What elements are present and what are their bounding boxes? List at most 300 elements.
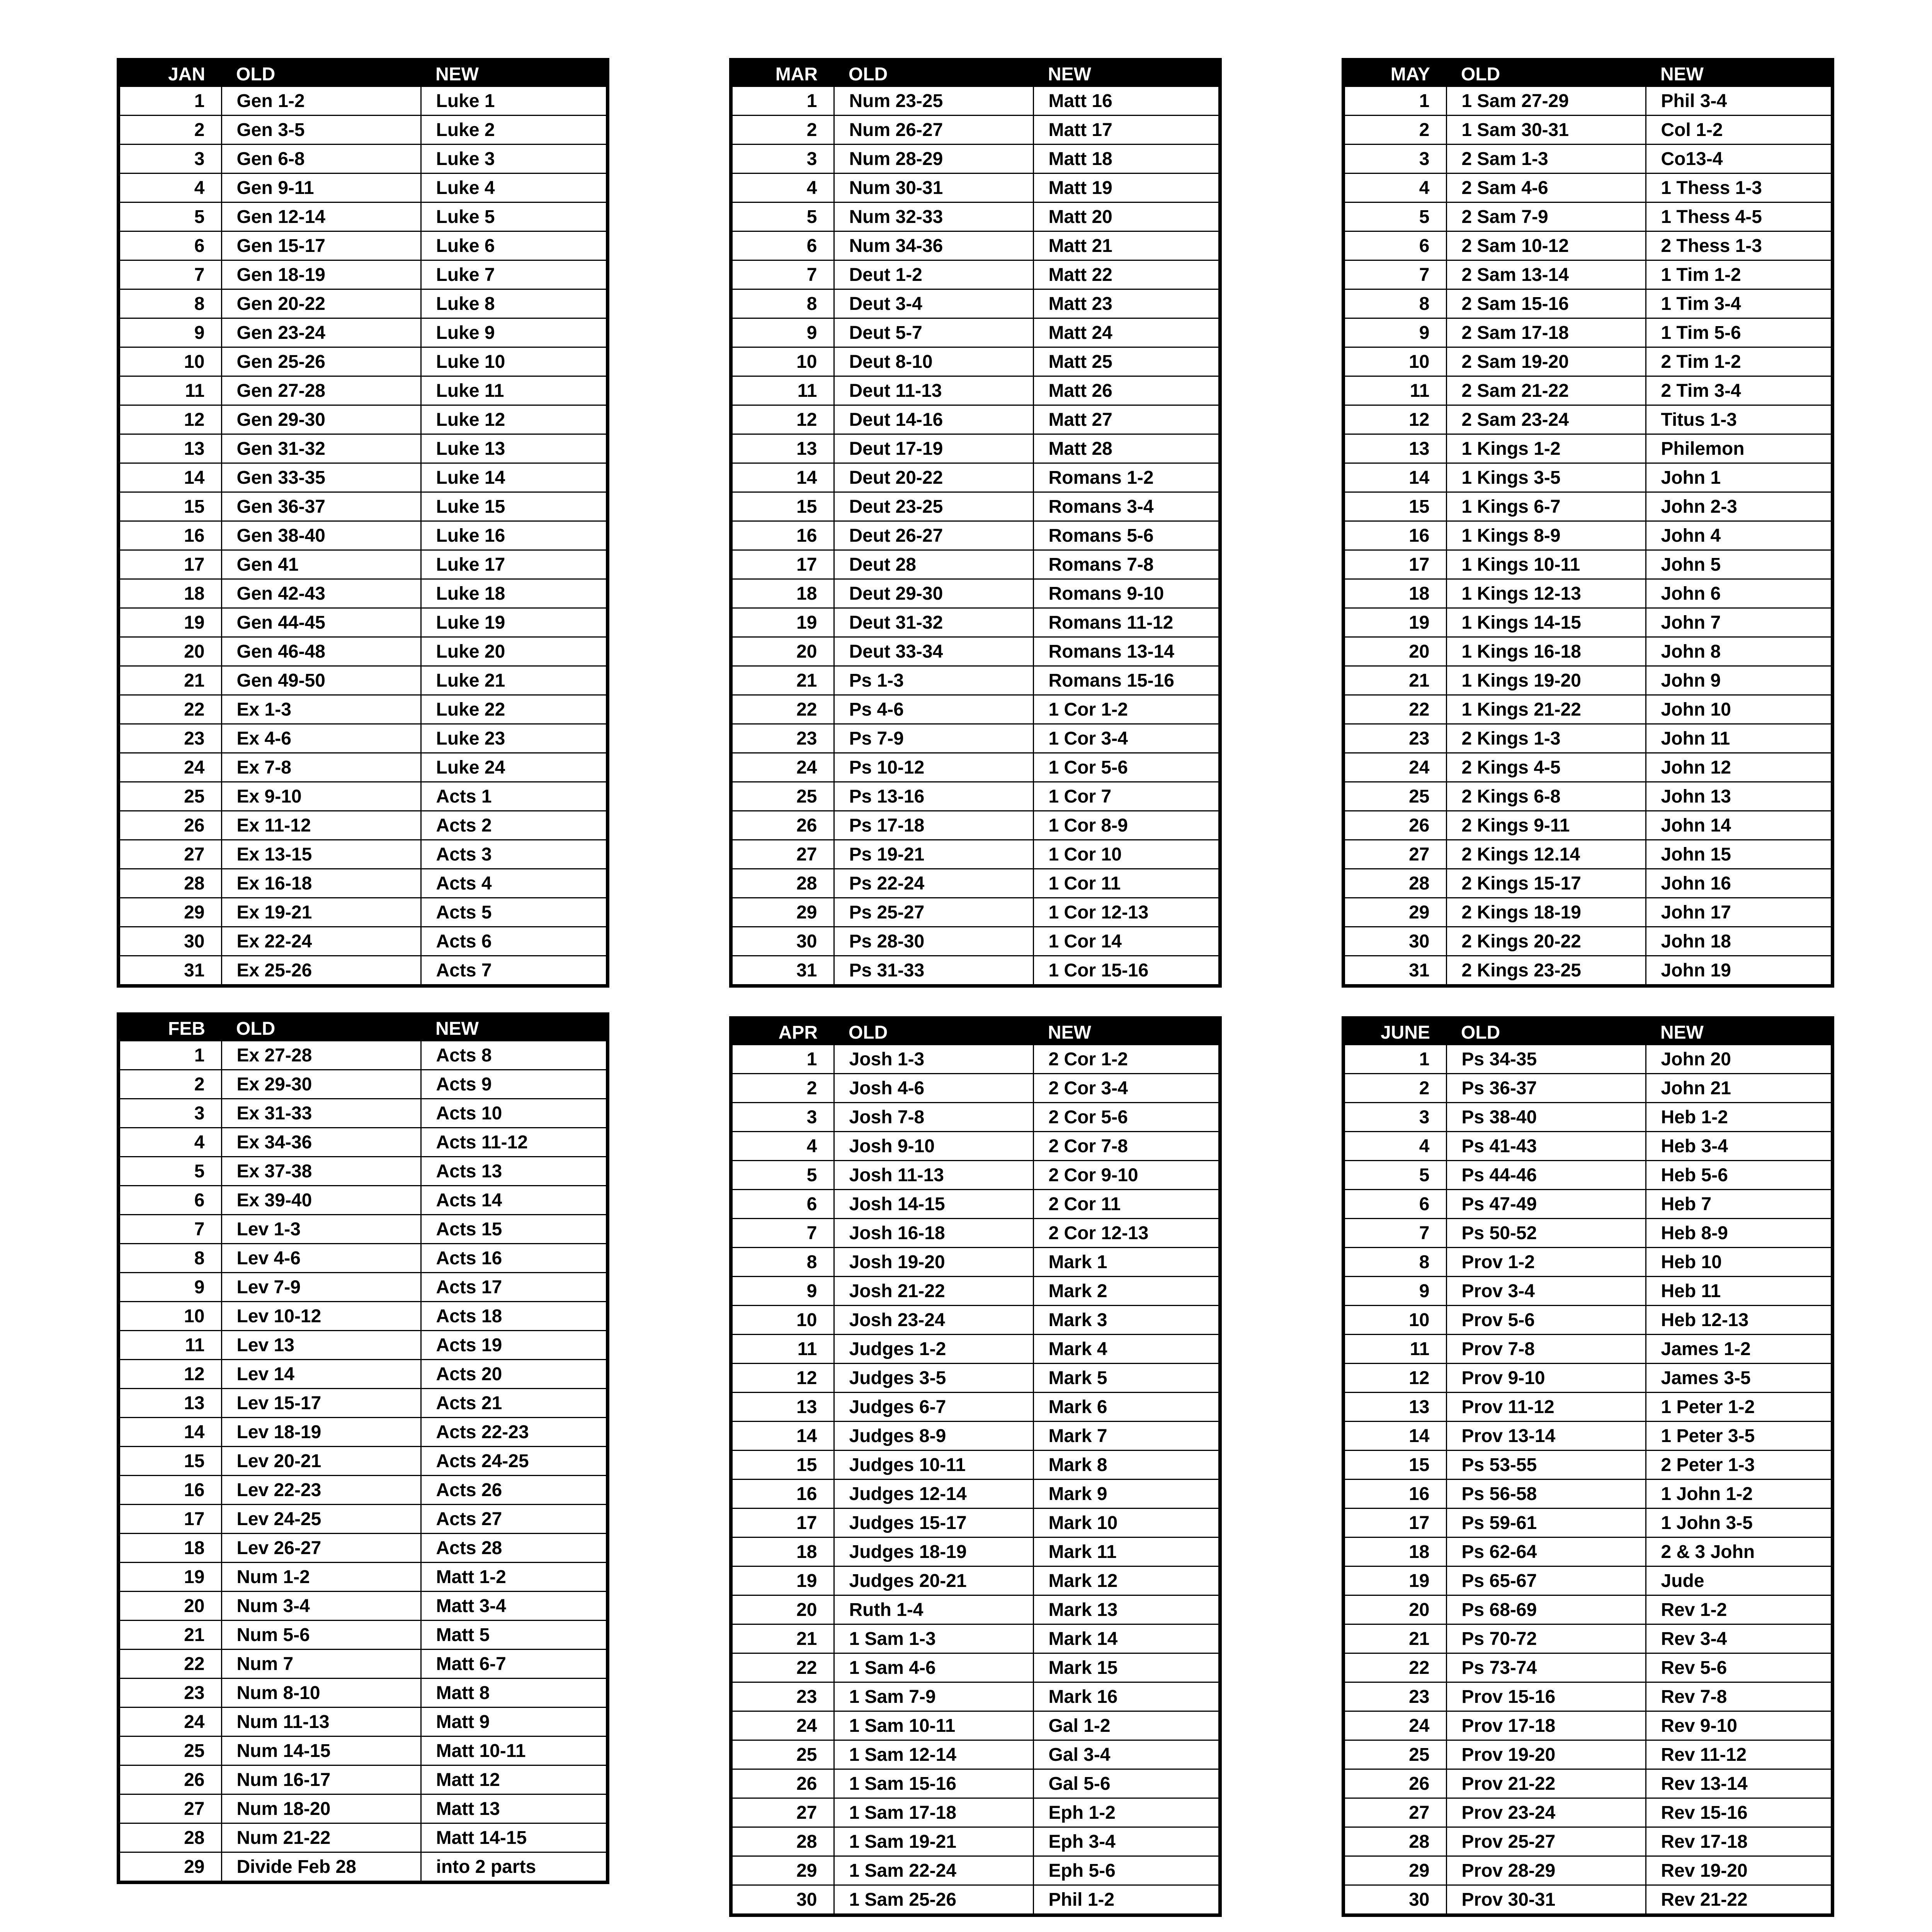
new-testament-header: NEW [421, 61, 606, 87]
day-cell: 27 [120, 840, 221, 869]
old-reading-cell: Lev 13 [221, 1331, 421, 1360]
day-cell: 27 [733, 840, 834, 869]
new-reading-cell: 2 Cor 3-4 [1033, 1074, 1218, 1103]
day-cell: 26 [733, 1769, 834, 1798]
new-reading-cell: Eph 3-4 [1033, 1827, 1218, 1856]
old-reading-cell: Josh 11-13 [834, 1161, 1033, 1190]
table-row [733, 695, 1218, 724]
day-cell: 24 [1345, 1711, 1446, 1740]
table-row [1345, 405, 1831, 434]
old-reading-cell: Ps 28-30 [834, 927, 1033, 956]
new-reading-cell: James 3-5 [1646, 1364, 1831, 1393]
day-cell: 28 [1345, 869, 1446, 898]
old-reading-cell: Prov 19-20 [1446, 1740, 1646, 1769]
new-reading-cell: Jude [1646, 1566, 1831, 1595]
reading-table [733, 61, 1218, 984]
old-reading-cell: Gen 1-2 [221, 87, 421, 116]
day-cell: 24 [1345, 753, 1446, 782]
old-reading-cell: Josh 4-6 [834, 1074, 1033, 1103]
day-cell: 11 [1345, 376, 1446, 405]
table-header-row [1345, 1020, 1831, 1045]
old-reading-cell: Judges 20-21 [834, 1566, 1033, 1595]
new-reading-cell: Rev 21-22 [1661, 1889, 1748, 1910]
month-name-header: JUNE [1345, 1020, 1446, 1045]
month-table-apr [729, 1016, 1222, 1917]
new-reading-cell: Gal 5-6 [1033, 1769, 1218, 1798]
new-testament-header: NEW [1033, 1020, 1218, 1045]
day-cell: 13 [1345, 434, 1446, 463]
table-row [120, 1070, 606, 1099]
table-row [120, 1389, 606, 1418]
old-reading-cell: Gen 27-28 [221, 376, 421, 405]
new-reading-cell: 2 Tim 1-2 [1646, 347, 1831, 376]
day-cell: 9 [1345, 1277, 1446, 1306]
old-reading-cell: Num 28-29 [834, 145, 1033, 173]
old-reading-cell: Deut 3-4 [834, 289, 1033, 318]
table-row [120, 1621, 606, 1650]
day-cell: 19 [733, 1566, 834, 1595]
day-cell: 5 [1345, 202, 1446, 231]
day-cell: 12 [733, 1364, 834, 1393]
day-cell: 27 [733, 1798, 834, 1827]
day-cell: 7 [733, 260, 834, 289]
old-reading-cell: Prov 9-10 [1446, 1364, 1646, 1393]
day-cell: 11 [120, 1331, 221, 1360]
table-row [1345, 202, 1831, 231]
table-row [733, 492, 1218, 521]
day-cell: 26 [733, 811, 834, 840]
new-reading-cell: Acts 10 [421, 1099, 606, 1128]
table-row [120, 1186, 606, 1215]
table-row [120, 637, 606, 666]
old-reading-cell: 2 Kings 23-25 [1446, 956, 1646, 985]
old-reading-cell: Ps 70-72 [1446, 1624, 1646, 1653]
table-row [120, 1128, 606, 1157]
table-header-row [120, 61, 606, 87]
table-header-row [1345, 61, 1831, 87]
old-reading-cell: 1 Sam 15-16 [834, 1769, 1033, 1798]
old-reading-cell: Prov 17-18 [1446, 1711, 1646, 1740]
new-reading-cell: 2 Tim 3-4 [1646, 376, 1831, 405]
new-reading-cell: 1 Thess 1-3 [1646, 173, 1831, 202]
new-reading-cell: 2 Cor 12-13 [1033, 1219, 1218, 1248]
day-cell: 25 [1345, 782, 1446, 811]
table-row [120, 724, 606, 753]
table-row [1345, 116, 1831, 145]
day-cell: 10 [120, 347, 221, 376]
day-cell: 1 [733, 87, 834, 116]
day-cell: 22 [1345, 695, 1446, 724]
table-row [1345, 1798, 1831, 1827]
old-reading-cell: Prov 21-22 [1446, 1769, 1646, 1798]
old-reading-cell: Lev 24-25 [221, 1505, 421, 1534]
table-row [120, 376, 606, 405]
day-cell: 25 [733, 782, 834, 811]
old-testament-header: OLD [221, 1016, 421, 1041]
table-row [733, 87, 1218, 116]
new-reading-cell: Luke 20 [421, 637, 606, 666]
day-cell: 20 [1345, 1595, 1446, 1624]
new-reading-cell: 1 Tim 5-6 [1646, 318, 1831, 347]
month-table-may [1342, 58, 1834, 988]
old-reading-cell: Ex 34-36 [221, 1128, 421, 1157]
table-row [1345, 1335, 1831, 1364]
old-reading-cell: Gen 41 [221, 550, 421, 579]
table-row [1345, 1045, 1831, 1074]
table-row [120, 608, 606, 637]
table-row [733, 376, 1218, 405]
new-reading-cell: John 11 [1646, 724, 1831, 753]
new-reading-cell: Luke 19 [421, 608, 606, 637]
table-row [120, 869, 606, 898]
old-reading-cell: Num 21-22 [221, 1823, 421, 1852]
month-name-header: APR [733, 1020, 834, 1045]
day-cell: 15 [120, 492, 221, 521]
new-reading-cell: Mark 8 [1033, 1451, 1218, 1480]
old-reading-cell: Deut 17-19 [834, 434, 1033, 463]
new-reading-cell: 1 Cor 3-4 [1033, 724, 1218, 753]
day-cell: 1 [1345, 1045, 1446, 1074]
table-row [120, 87, 606, 116]
table-row [733, 1624, 1218, 1653]
old-reading-cell: 1 Sam 12-14 [834, 1740, 1033, 1769]
day-cell: 10 [1345, 347, 1446, 376]
new-reading-cell: Mark 7 [1033, 1422, 1218, 1451]
new-reading-cell: Acts 26 [421, 1476, 606, 1505]
old-reading-cell: 2 Kings 12.14 [1446, 840, 1646, 869]
new-reading-cell: 2 & 3 John [1646, 1537, 1831, 1566]
table-row [733, 231, 1218, 260]
old-reading-cell: 2 Sam 4-6 [1446, 173, 1646, 202]
day-cell: 25 [120, 1736, 221, 1765]
table-row [1345, 289, 1831, 318]
new-reading-cell: Acts 18 [421, 1302, 606, 1331]
day-cell: 20 [733, 637, 834, 666]
day-cell: 10 [733, 1306, 834, 1335]
day-cell: 16 [733, 1480, 834, 1509]
table-row [1345, 1132, 1831, 1161]
old-reading-cell: Gen 31-32 [221, 434, 421, 463]
old-reading-cell: 2 Kings 18-19 [1446, 898, 1646, 927]
day-cell: 8 [120, 1244, 221, 1273]
new-reading-cell: Rev 13-14 [1646, 1769, 1831, 1798]
table-row [120, 840, 606, 869]
table-row [1345, 1306, 1831, 1335]
new-reading-cell: Rev 19-20 [1646, 1856, 1831, 1885]
old-reading-cell: Ex 19-21 [221, 898, 421, 927]
old-reading-cell: Gen 38-40 [221, 521, 421, 550]
day-cell: 14 [733, 463, 834, 492]
new-reading-cell: Heb 3-4 [1646, 1132, 1831, 1161]
table-row [1345, 724, 1831, 753]
new-reading-cell: Acts 16 [421, 1244, 606, 1273]
table-row [120, 116, 606, 145]
old-reading-cell: Ex 39-40 [221, 1186, 421, 1215]
old-reading-cell: 1 Sam 4-6 [834, 1653, 1033, 1682]
new-reading-cell: John 10 [1646, 695, 1831, 724]
old-reading-cell: Ex 37-38 [221, 1157, 421, 1186]
table-row [1345, 1509, 1831, 1537]
day-cell: 2 [733, 116, 834, 145]
table-row [1345, 260, 1831, 289]
day-cell: 23 [1345, 724, 1446, 753]
table-row [733, 173, 1218, 202]
old-reading-cell: Judges 18-19 [834, 1537, 1033, 1566]
old-reading-cell: 1 Kings 16-18 [1446, 637, 1646, 666]
day-cell: 29 [733, 1856, 834, 1885]
new-reading-cell: Acts 1 [421, 782, 606, 811]
day-cell: 24 [733, 753, 834, 782]
old-reading-cell: 2 Kings 4-5 [1446, 753, 1646, 782]
day-cell: 30 [733, 927, 834, 956]
table-row [733, 1682, 1218, 1711]
old-reading-cell: 1 Kings 10-11 [1446, 550, 1646, 579]
new-reading-cell: Matt 18 [1033, 145, 1218, 173]
day-cell: 3 [1345, 145, 1446, 173]
new-reading-cell: Matt 27 [1033, 405, 1218, 434]
day-cell: 20 [733, 1595, 834, 1624]
table-row [733, 1827, 1218, 1856]
table-row [1345, 927, 1831, 956]
new-reading-cell: Matt 10-11 [421, 1736, 606, 1765]
old-testament-header: OLD [1446, 1020, 1646, 1045]
day-cell: 25 [120, 782, 221, 811]
old-reading-cell: Gen 25-26 [221, 347, 421, 376]
table-row [733, 1885, 1218, 1914]
old-reading-cell: Ps 53-55 [1446, 1451, 1646, 1480]
old-reading-cell: Gen 9-11 [221, 173, 421, 202]
day-cell: 1 [733, 1045, 834, 1074]
old-reading-cell: Ps 36-37 [1446, 1074, 1646, 1103]
day-cell: 7 [120, 260, 221, 289]
old-reading-cell: Ps 1-3 [834, 666, 1033, 695]
old-reading-cell: Prov 5-6 [1446, 1306, 1646, 1335]
new-reading-cell: 1 Cor 11 [1033, 869, 1218, 898]
new-reading-cell: Heb 11 [1646, 1277, 1831, 1306]
day-cell: 21 [120, 1621, 221, 1650]
day-cell: 3 [1345, 1103, 1446, 1132]
old-testament-header: OLD [834, 1020, 1033, 1045]
new-reading-cell: Phil 1-2 [1048, 1889, 1115, 1910]
new-reading-cell: 1 Thess 4-5 [1646, 202, 1831, 231]
month-table-mar [729, 58, 1222, 988]
old-reading-cell: Lev 1-3 [221, 1215, 421, 1244]
table-row [120, 492, 606, 521]
day-cell: 10 [733, 347, 834, 376]
old-reading-cell: Ps 22-24 [834, 869, 1033, 898]
new-reading-cell: 2 Cor 1-2 [1033, 1045, 1218, 1074]
day-cell: 4 [733, 173, 834, 202]
table-row [1345, 231, 1831, 260]
old-reading-cell: Ps 65-67 [1446, 1566, 1646, 1595]
table-row [733, 405, 1218, 434]
new-reading-cell: Matt 6-7 [421, 1650, 606, 1679]
day-cell: 17 [733, 1509, 834, 1537]
old-reading-cell: Gen 15-17 [221, 231, 421, 260]
table-row [733, 608, 1218, 637]
table-row [733, 1451, 1218, 1480]
table-row [120, 695, 606, 724]
table-row [733, 869, 1218, 898]
day-cell: 15 [733, 492, 834, 521]
new-reading-cell: Rev 11-12 [1646, 1740, 1831, 1769]
table-row [733, 1045, 1218, 1074]
new-reading-cell: John 16 [1646, 869, 1831, 898]
day-cell: 1 [120, 1041, 221, 1070]
day-cell: 30 [120, 927, 221, 956]
old-reading-cell: Lev 7-9 [221, 1273, 421, 1302]
table-row [733, 956, 1218, 985]
table-row [120, 1679, 606, 1708]
new-reading-cell: Luke 10 [421, 347, 606, 376]
table-row [1345, 1451, 1831, 1480]
table-row [120, 1447, 606, 1476]
table-row [733, 1219, 1218, 1248]
day-cell: 22 [1345, 1653, 1446, 1682]
table-row [733, 434, 1218, 463]
old-reading-cell: 1 Kings 19-20 [1446, 666, 1646, 695]
old-reading-cell: 1 Kings 14-15 [1446, 608, 1646, 637]
new-reading-cell: Mark 11 [1033, 1537, 1218, 1566]
day-cell: 28 [120, 1823, 221, 1852]
old-reading-cell: 2 Sam 7-9 [1446, 202, 1646, 231]
new-reading-cell: Col 1-2 [1646, 116, 1831, 145]
old-reading-cell: 1 Kings 1-2 [1446, 434, 1646, 463]
day-cell: 8 [733, 289, 834, 318]
table-row [733, 1856, 1218, 1885]
table-row [120, 753, 606, 782]
table-row [1345, 956, 1831, 985]
new-reading-cell: Eph 5-6 [1033, 1856, 1218, 1885]
new-testament-header: NEW [1033, 61, 1218, 87]
table-row [733, 1740, 1218, 1769]
table-row [1345, 1885, 1831, 1914]
month-name-header: MAY [1345, 61, 1446, 87]
day-cell: 18 [733, 1537, 834, 1566]
day-cell: 14 [1345, 1422, 1446, 1451]
table-row [733, 1364, 1218, 1393]
new-reading-cell: Heb 12-13 [1646, 1306, 1831, 1335]
day-cell: 17 [120, 1505, 221, 1534]
day-cell: 6 [120, 231, 221, 260]
day-cell: 31 [733, 956, 834, 985]
new-reading-cell: John 9 [1646, 666, 1831, 695]
new-reading-cell: Co13-4 [1646, 145, 1831, 173]
day-cell: 27 [120, 1794, 221, 1823]
new-reading-cell: Matt 13 [421, 1794, 606, 1823]
old-reading-cell: Deut 8-10 [834, 347, 1033, 376]
old-reading-cell: Gen 20-22 [221, 289, 421, 318]
table-row [1345, 1190, 1831, 1219]
table-row [1345, 840, 1831, 869]
day-cell: 11 [733, 1335, 834, 1364]
old-reading-cell: Prov 7-8 [1446, 1335, 1646, 1364]
new-reading-cell: Acts 7 [436, 960, 492, 981]
new-reading-cell: Luke 11 [421, 376, 606, 405]
table-row [1345, 521, 1831, 550]
new-reading-cell: Acts 14 [421, 1186, 606, 1215]
new-reading-cell: Matt 8 [421, 1679, 606, 1708]
table-row [120, 1215, 606, 1244]
table-row [733, 521, 1218, 550]
day-cell: 19 [733, 608, 834, 637]
new-reading-cell: Mark 12 [1033, 1566, 1218, 1595]
table-row [733, 347, 1218, 376]
day-cell: 7 [1345, 1219, 1446, 1248]
reading-table [120, 61, 606, 984]
table-row [1345, 347, 1831, 376]
new-reading-cell: Luke 6 [421, 231, 606, 260]
day-cell: 6 [120, 1186, 221, 1215]
reading-table [1345, 1020, 1831, 1913]
table-row [733, 260, 1218, 289]
old-reading-cell: Num 5-6 [221, 1621, 421, 1650]
day-cell: 29 [733, 898, 834, 927]
old-reading-cell: Ps 44-46 [1446, 1161, 1646, 1190]
day-cell: 29 [1345, 1856, 1446, 1885]
old-reading-cell: 1 Kings 12-13 [1446, 579, 1646, 608]
day-cell: 29 [120, 898, 221, 927]
old-reading-cell: Ps 56-58 [1446, 1480, 1646, 1509]
old-reading-cell: Judges 10-11 [834, 1451, 1033, 1480]
day-cell: 20 [120, 1592, 221, 1621]
table-row [120, 1273, 606, 1302]
table-row [733, 1595, 1218, 1624]
new-reading-cell: Matt 20 [1033, 202, 1218, 231]
old-reading-cell: Num 26-27 [834, 116, 1033, 145]
day-cell: 21 [1345, 666, 1446, 695]
new-reading-cell: Matt 24 [1033, 318, 1218, 347]
old-reading-cell: Gen 29-30 [221, 405, 421, 434]
table-row [1345, 1103, 1831, 1132]
table-row [733, 1798, 1218, 1827]
old-reading-cell: Prov 3-4 [1446, 1277, 1646, 1306]
new-reading-cell: Luke 7 [421, 260, 606, 289]
month-name-header: JAN [120, 61, 221, 87]
new-reading-cell: 1 Cor 5-6 [1033, 753, 1218, 782]
old-reading-cell: 2 Sam 1-3 [1446, 145, 1646, 173]
table-row [733, 1422, 1218, 1451]
table-row [733, 1335, 1218, 1364]
new-reading-cell: John 6 [1646, 579, 1831, 608]
new-reading-cell: Mark 9 [1033, 1480, 1218, 1509]
table-row [1345, 1653, 1831, 1682]
new-reading-cell: 2 Cor 9-10 [1033, 1161, 1218, 1190]
old-reading-cell: 1 Sam 1-3 [834, 1624, 1033, 1653]
new-reading-cell: Acts 13 [421, 1157, 606, 1186]
table-row [120, 1157, 606, 1186]
new-reading-cell: John 21 [1646, 1074, 1831, 1103]
table-row [1345, 1740, 1831, 1769]
table-row [1345, 145, 1831, 173]
old-reading-cell: Num 7 [221, 1650, 421, 1679]
day-cell: 4 [1345, 1132, 1446, 1161]
day-cell: 9 [1345, 318, 1446, 347]
old-reading-cell: Deut 5-7 [834, 318, 1033, 347]
table-row [733, 1537, 1218, 1566]
day-cell: 25 [1345, 1740, 1446, 1769]
new-reading-cell: 1 Tim 3-4 [1646, 289, 1831, 318]
day-cell: 28 [733, 1827, 834, 1856]
table-row [120, 782, 606, 811]
table-row [120, 145, 606, 173]
table-row [733, 318, 1218, 347]
old-reading-cell: 2 Sam 19-20 [1446, 347, 1646, 376]
table-row [120, 173, 606, 202]
day-cell: 30 [1345, 927, 1446, 956]
table-row [120, 202, 606, 231]
old-reading-cell: Num 1-2 [221, 1563, 421, 1592]
